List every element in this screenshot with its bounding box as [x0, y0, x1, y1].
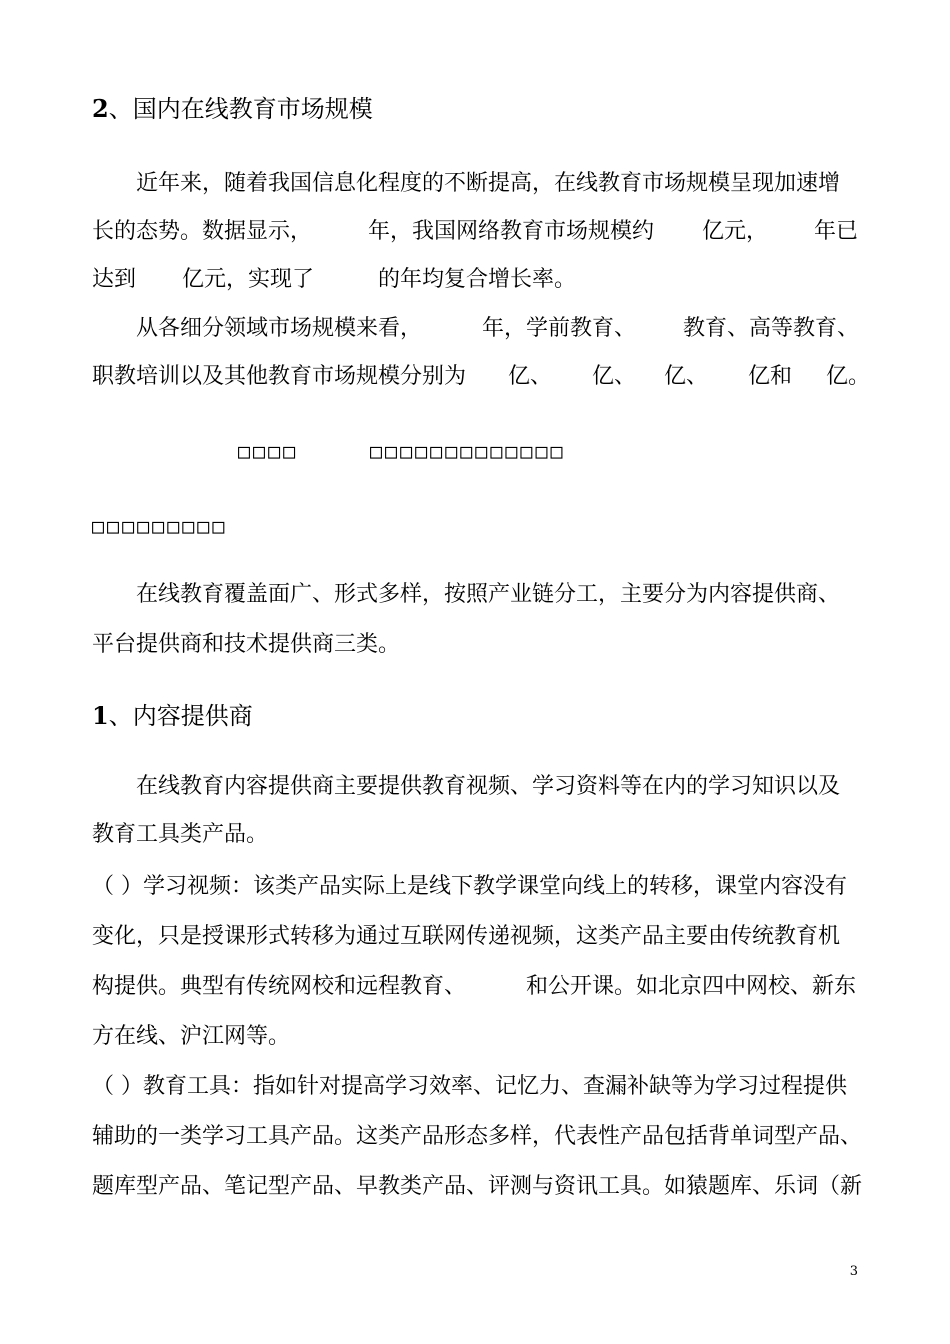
- text-fragment: 亿。: [826, 364, 871, 389]
- section-title: 、国内在线教育市场规模: [108, 95, 373, 123]
- section-heading: [92, 94, 373, 124]
- text-fragment: 职教培训以及其他教育市场规模分别为: [92, 364, 467, 389]
- text-fragment: 亿、: [508, 364, 553, 389]
- text-fragment: 亿元，: [702, 219, 769, 244]
- section-title: 、内容提供商: [108, 702, 253, 730]
- text-fragment: 教育、高等教育、: [683, 316, 860, 341]
- text-fragment: 长的态势。数据显示，: [92, 219, 313, 244]
- page-number: 3: [849, 1264, 858, 1279]
- section-number: 2: [92, 94, 109, 123]
- paragraph-line: 辅助的一类学习工具产品。这类产品形态多样，代表性产品包括背单词型产品、: [92, 1124, 863, 1149]
- text-fragment: 年已: [814, 219, 859, 244]
- paragraph-line: 平台提供商和技术提供商三类。: [92, 632, 401, 657]
- paragraph-line: 题库型产品、笔记型产品、早教类产品、评测与资讯工具。如猿题库、乐词（新: [92, 1174, 863, 1199]
- text-fragment: 达到: [92, 267, 137, 292]
- paragraph-line: 变化，只是授课形式转移为通过互联网传递视频，这类产品主要由传统教育机: [92, 924, 841, 949]
- garbled-text: □□□□□□□□□□□□□: [370, 439, 566, 463]
- text-fragment: 亿、: [592, 364, 637, 389]
- paragraph-line: （ ）教育工具：指如针对提高学习效率、记忆力、查漏补缺等为学习过程提供: [92, 1074, 847, 1099]
- garbled-text: □□□□: [238, 439, 299, 463]
- paragraph-line: 近年来，随着我国信息化程度的不断提高，在线教育市场规模呈现加速增: [136, 171, 841, 196]
- text-fragment: 和公开课。如北京四中网校、新东: [526, 974, 857, 999]
- garbled-text: □□□□□□□□□: [92, 514, 228, 538]
- text-fragment: 亿和: [748, 364, 793, 389]
- text-fragment: 亿、: [664, 364, 709, 389]
- paragraph-line: 方在线、沪江网等。: [92, 1024, 291, 1049]
- paragraph-line: 教育工具类产品。: [92, 822, 269, 847]
- text-fragment: 亿元，实现了: [182, 267, 315, 292]
- text-fragment: 从各细分领域市场规模来看，: [136, 316, 423, 341]
- text-fragment: 构提供。典型有传统网校和远程教育、: [92, 974, 467, 999]
- paragraph-line: （ ）学习视频：该类产品实际上是线下教学课堂向线上的转移，课堂内容没有: [92, 874, 847, 899]
- paragraph-line: 在线教育内容提供商主要提供教育视频、学习资料等在内的学习知识以及: [136, 774, 841, 799]
- text-fragment: 年，学前教育、: [482, 316, 637, 341]
- paragraph-line: [92, 217, 312, 247]
- text-fragment: 的年均复合增长率。: [378, 267, 577, 292]
- section-heading: [92, 701, 253, 731]
- section-number: 1: [92, 701, 109, 730]
- text-fragment: 年，我国网络教育市场规模约: [368, 219, 655, 244]
- paragraph-line: 在线教育覆盖面广、形式多样，按照产业链分工，主要分为内容提供商、: [136, 582, 841, 607]
